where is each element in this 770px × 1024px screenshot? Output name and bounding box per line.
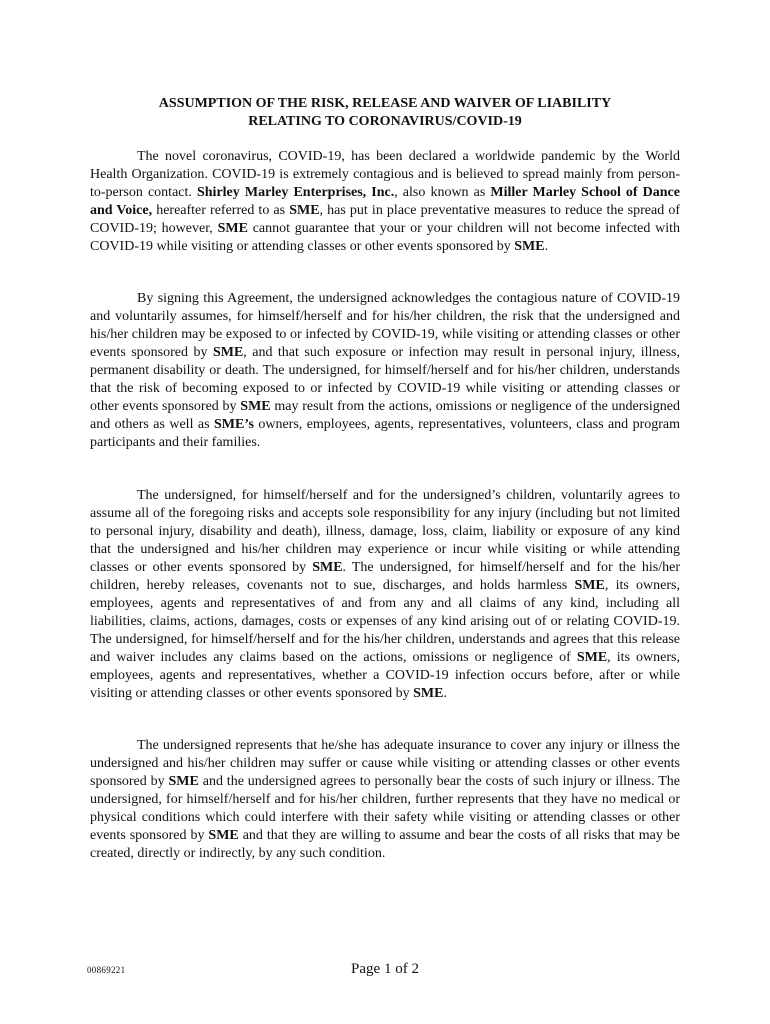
page-number: Page 1 of 2 (351, 961, 419, 977)
text-run: The undersigned represents that he/she has adequate insurance to cover any injury or illness the undersigned and his/her children may suffer or cause while visiting or attending classes or other events sponsored by (90, 738, 680, 789)
text-run: and the undersigned agrees to personally bear the costs of such injury or illness. The undersigned, for himself/herself and for his/her children, further represents that they have no medical or physical conditions which could interfere with their safety while visiting or attending classes or other events sponsored by (90, 774, 680, 843)
bold-run: SME (576, 650, 608, 665)
bold-run: SME (514, 239, 545, 254)
bold-run: SME (168, 774, 199, 789)
text-run: and that they are willing to assume and bear the costs of all risks that may be created, directly or indirectly, by any such condition. (90, 828, 680, 861)
bold-run: Shirley Marley Enterprises, Inc. (196, 185, 395, 200)
text-run: . (443, 686, 447, 701)
text-run: The novel coronavirus, COVID-19, has been declared a worldwide pandemic by the World Health Organization. COVID-19 is extremely contagious and is believed to spread mainly from person-to-person contact. (90, 149, 680, 200)
text-run: hereafter referred to as (152, 203, 290, 218)
document-title-line-1: ASSUMPTION OF THE RISK, RELEASE AND WAIVER OF LIABILITY (158, 96, 612, 111)
text-run: , its owners, employees, agents and representatives, whether a COVID-19 infection occurs before, after or while visiting or attending classes or other events sponsored by (90, 650, 680, 701)
document-id: 00869221 (87, 965, 126, 975)
text-run: owners, employees, agents, representatives, volunteers, class and program participants and their families. (90, 417, 681, 450)
bold-run: SME (208, 828, 239, 843)
bold-run: SME (217, 221, 248, 236)
bold-run: SME (574, 578, 605, 593)
paragraph-1 (90, 148, 680, 256)
bold-run: Miller Marley School of Dance and Voice, (90, 185, 680, 218)
text-run: , also known as (394, 185, 491, 200)
text-run: By signing this Agreement, the undersigned acknowledges the contagious nature of COVID-19 and voluntarily assumes, for himself/herself and for his/her children, the risk that the undersigned and his/her children may be exposed to or infected by COVID-19, while visiting or attending classes or other events sponsored by (90, 291, 680, 360)
bold-run: SME (413, 686, 444, 701)
text-run: The undersigned, for himself/herself and for the undersigned’s children, voluntarily agrees to assume all of the foregoing risks and accepts sole responsibility for any injury (including but not limited to personal injury, disability and death), illness, damage, loss, claim, liability or exposure of any kind that the undersigned and his/her children may experience or incur while visiting or while attending classes or other events sponsored by (90, 488, 680, 575)
text-run: , and that such exposure or infection may result in personal injury, illness, permanent disability or death. The undersigned, for himself/herself and for his/her children, understands that the risk of becoming exposed to or infected by COVID-19 while visiting or attending classes or other events sponsored by (90, 345, 680, 414)
document-title-line-2: RELATING TO CORONAVIRUS/COVID-19 (248, 114, 522, 129)
bold-run: SME’s (213, 417, 254, 432)
text-run: cannot guarantee that your or your children will not become infected with COVID-19 while visiting or attending classes or other events sponsored by (90, 221, 680, 254)
paragraph-2 (90, 290, 680, 452)
text-run: , its owners, employees, agents and representatives of and from any and all claims of any kind, including all liabilities, claims, actions, damages, costs or expenses of any kind arising out of or relating COVID-19. The undersigned, for himself/herself and for the his/her children, understands and agrees that this release and waiver includes any claims based on the actions, omissions or negligence of (90, 578, 680, 665)
text-run: may result from the actions, omissions or negligence of the undersigned and others as well as (90, 399, 680, 432)
bold-run: SME (212, 345, 244, 360)
paragraph-4 (90, 737, 680, 863)
text-run: . (544, 239, 549, 254)
text-run: , has put in place preventative measures to reduce the spread of COVID-19; however, (90, 203, 680, 236)
bold-run: SME (240, 399, 271, 414)
bold-run: SME (289, 203, 320, 218)
text-run: . The undersigned, for himself/herself and for the his/her children, hereby releases, covenants not to sue, discharges, and holds harmless (90, 560, 681, 593)
paragraph-3 (90, 487, 680, 703)
bold-run: SME (312, 560, 343, 575)
